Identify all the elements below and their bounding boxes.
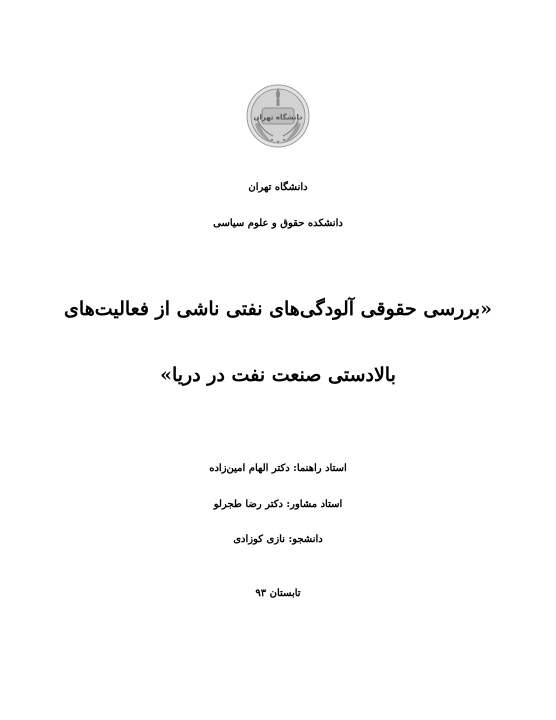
university-seal-icon xyxy=(245,78,311,156)
advisor-line: استاد مشاور: دکتر رضا طجرلو xyxy=(213,499,343,510)
date-line: تابستان ۹۳ xyxy=(255,588,301,599)
thesis-title-line-1: «بررسی حقوقی آلودگی‌های نفتی ناشی از فعالیت‌های xyxy=(64,298,492,320)
seal-text: دانشگاه تهران xyxy=(253,113,303,122)
faculty-name: دانشکده حقوق و علوم سیاسی xyxy=(213,218,343,229)
university-name: دانشگاه تهران xyxy=(248,182,308,193)
thesis-title-line-2: بالادستی صنعت نفت در دریا» xyxy=(160,364,396,386)
student-line: دانشجو: نازی کوزادی xyxy=(233,534,323,545)
supervisor-line: استاد راهنما: دکتر الهام امین‌زاده xyxy=(209,463,347,474)
